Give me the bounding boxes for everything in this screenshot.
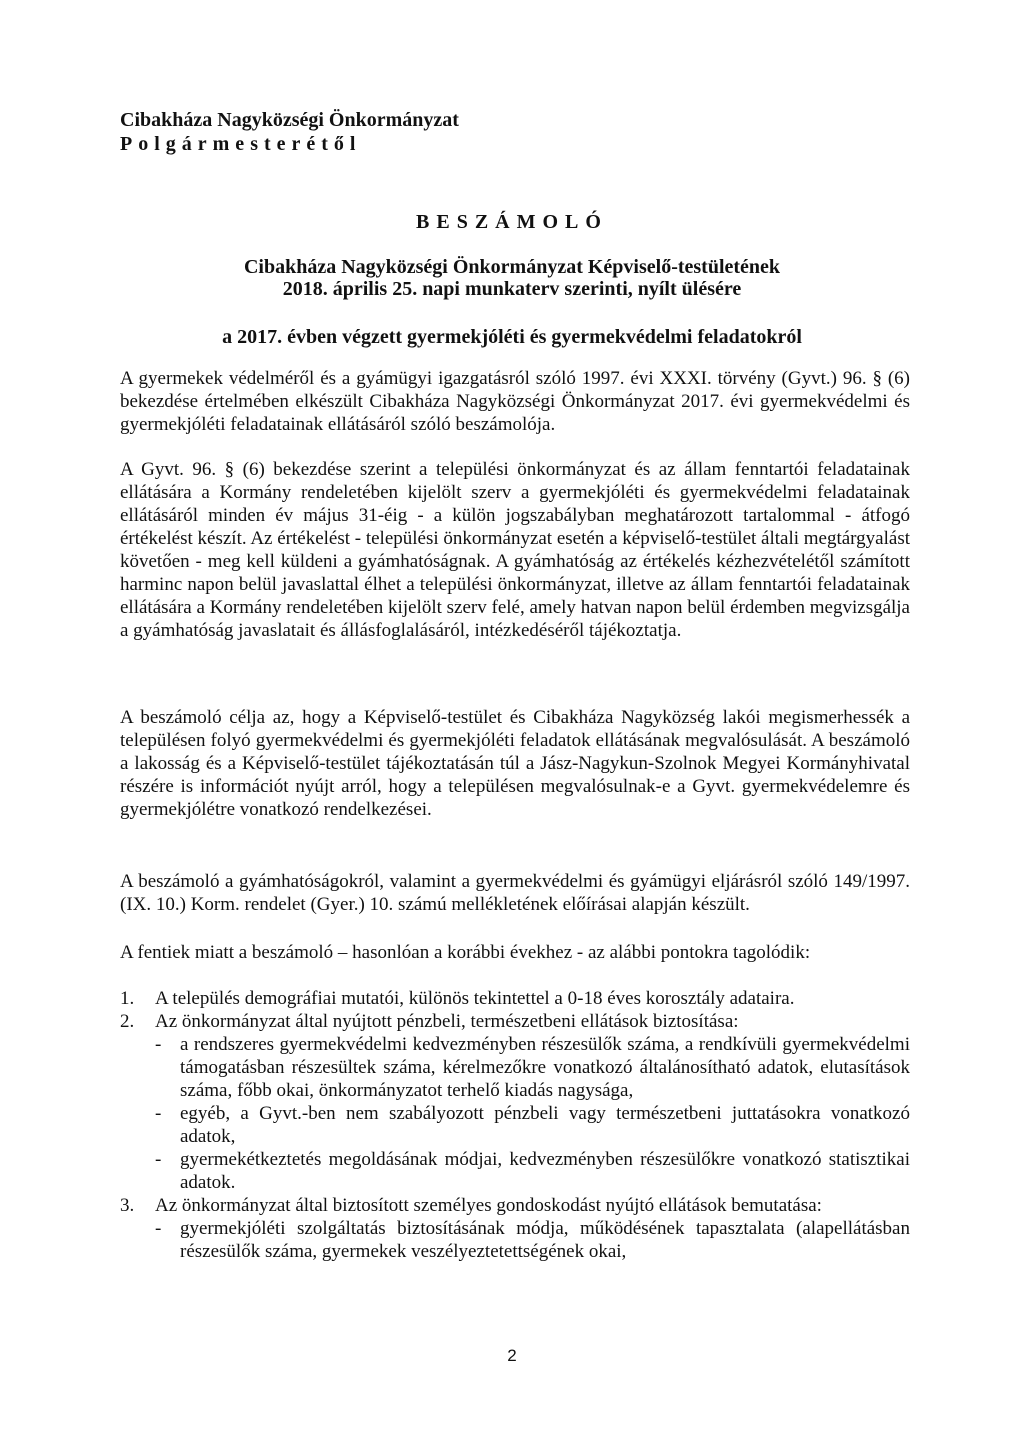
list-item	[120, 1194, 910, 1263]
paragraph-purpose: A beszámoló célja az, hogy a Képviselő-testület és Cibakháza Nagyközség lakói megismerhessék a településen folyó gyermekvédelmi és gyermekjóléti feladatok ellátásának megvalósulását. A beszámoló a lakosság és a Képviselő-testület tájékoztatásán túl a Jász-Nagykun-Szolnok Megyei Kormányhivatal részére is információt nyújt arról, hogy a településen megvalósulnak-e a Gyvt. gyermekvédelemre és gyermekjólétre vonatkozó rendelkezései.	[120, 707, 910, 820]
dash-bullet: -	[155, 1103, 162, 1124]
paragraph-intro: A gyermekek védelméről és a gyámügyi igazgatásról szóló 1997. évi XXXI. törvény (Gyvt.) 96. § (6) bekezdése értelmében elkészült Cibakháza Nagyközségi Önkormányzat 2017. évi gyermekvédelmi és gyermekjóléti feladatainak ellátásáról szóló beszámolója.	[120, 368, 910, 435]
sub-list-item	[155, 1217, 910, 1263]
paragraph-legal-basis: A Gyvt. 96. § (6) bekezdése szerint a települési önkormányzat és az állam fenntartói feladatainak ellátására a Kormány rendeletében kijelölt szerv a gyermekjóléti és gyermekvédelmi feladatainak ellátásáról minden év május 31-éig - a külön jogszabályban meghatározott tartalommal - átfogó értékelést készít. Az értékelést - települési önkormányzat esetén a képviselő-testület általi megtárgyalást követően - meg kell küldeni a gyámhatóságnak. A gyámhatóság az értékelés kézhezvételétől számított harminc napon belül javaslattal élhet a települési önkormányzat, illetve az állam fenntartói feladatainak ellátására a Kormány rendeletében kijelölt szerv felé, amely hatvan napon belül érdemben megvizsgálja a gyámhatóság javaslatait és állásfoglalásáról, intézkedéséről tájékoztatja.	[120, 459, 910, 641]
paragraph-structure: A fentiek miatt a beszámoló – hasonlóan a korábbi évekhez - az alábbi pontokra tagolódik:	[120, 942, 811, 963]
list-item-number: 2.	[120, 1011, 135, 1032]
sub-list-item-text: gyermekétkeztetés megoldásának módjai, kedvezményben részesülőkre vonatkozó statisztikai adatok.	[180, 1149, 910, 1193]
list-item-number: 1.	[120, 988, 135, 1009]
subtitle-line-1: Cibakháza Nagyközségi Önkormányzat Képviselő-testületének	[243, 256, 781, 278]
list-item-body	[155, 1010, 910, 1194]
list-item-text: A település demográfiai mutatói, különös tekintettel a 0-18 éves korosztály adataira.	[155, 988, 795, 1009]
topic-list	[120, 987, 910, 1263]
subtitle-line-3: a 2017. évben végzett gyermekjóléti és gyermekvédelmi feladatokról	[222, 326, 802, 348]
sub-list-item-text: egyéb, a Gyvt.-ben nem szabályozott pénzbeli vagy természetbeni juttatásokra vonatkozó adatok,	[180, 1103, 910, 1147]
list-item	[120, 987, 910, 1010]
sub-list-item	[155, 1033, 910, 1102]
organization-name: Cibakháza Nagyközségi Önkormányzat	[120, 109, 459, 131]
dash-bullet: -	[155, 1218, 162, 1239]
list-item-number: 3.	[120, 1195, 135, 1216]
list-item	[120, 1010, 910, 1194]
list-item-body	[155, 1194, 910, 1263]
paragraph-regulation: A beszámoló a gyámhatóságokról, valamint a gyermekvédelmi és gyámügyi eljárásról szóló 149/1997. (IX. 10.) Korm. rendelet (Gyer.) 10. számú mellékletének előírásai alapján készült.	[120, 871, 910, 915]
sub-list-item	[155, 1102, 910, 1148]
list-item-text: Az önkormányzat által biztosított személyes gondoskodást nyújtó ellátások bemutatása:	[155, 1195, 822, 1216]
list-item-text: Az önkormányzat által nyújtott pénzbeli, természetbeni ellátások biztosítása:	[155, 1011, 739, 1032]
dash-bullet: -	[155, 1034, 162, 1055]
sub-list-item	[155, 1148, 910, 1194]
sub-list-item-text: a rendszeres gyermekvédelmi kedvezményben részesülők száma, a rendkívüli gyermekvédelmi támogatásban részesültek száma, kérelmezőkre vonatkozó általánosítható adatok, elutasítások száma, főbb okai, önkormányzatot terhelő kiadás nagysága,	[180, 1034, 910, 1101]
subtitle-line-2: 2018. április 25. napi munkaterv szerinti, nyílt ülésére	[282, 278, 742, 300]
document-title: BESZÁMOLÓ	[416, 211, 608, 233]
sub-list-item-text: gyermekjóléti szolgáltatás biztosításának módja, működésének tapasztalata (alapellátásban részesülők száma, gyermekek veszélyeztetettségének okai,	[180, 1218, 910, 1262]
page-number: 2	[507, 1346, 517, 1365]
sender-line: Polgármesterétől	[120, 133, 362, 155]
list-item-body	[155, 987, 910, 1010]
dash-bullet: -	[155, 1149, 162, 1170]
